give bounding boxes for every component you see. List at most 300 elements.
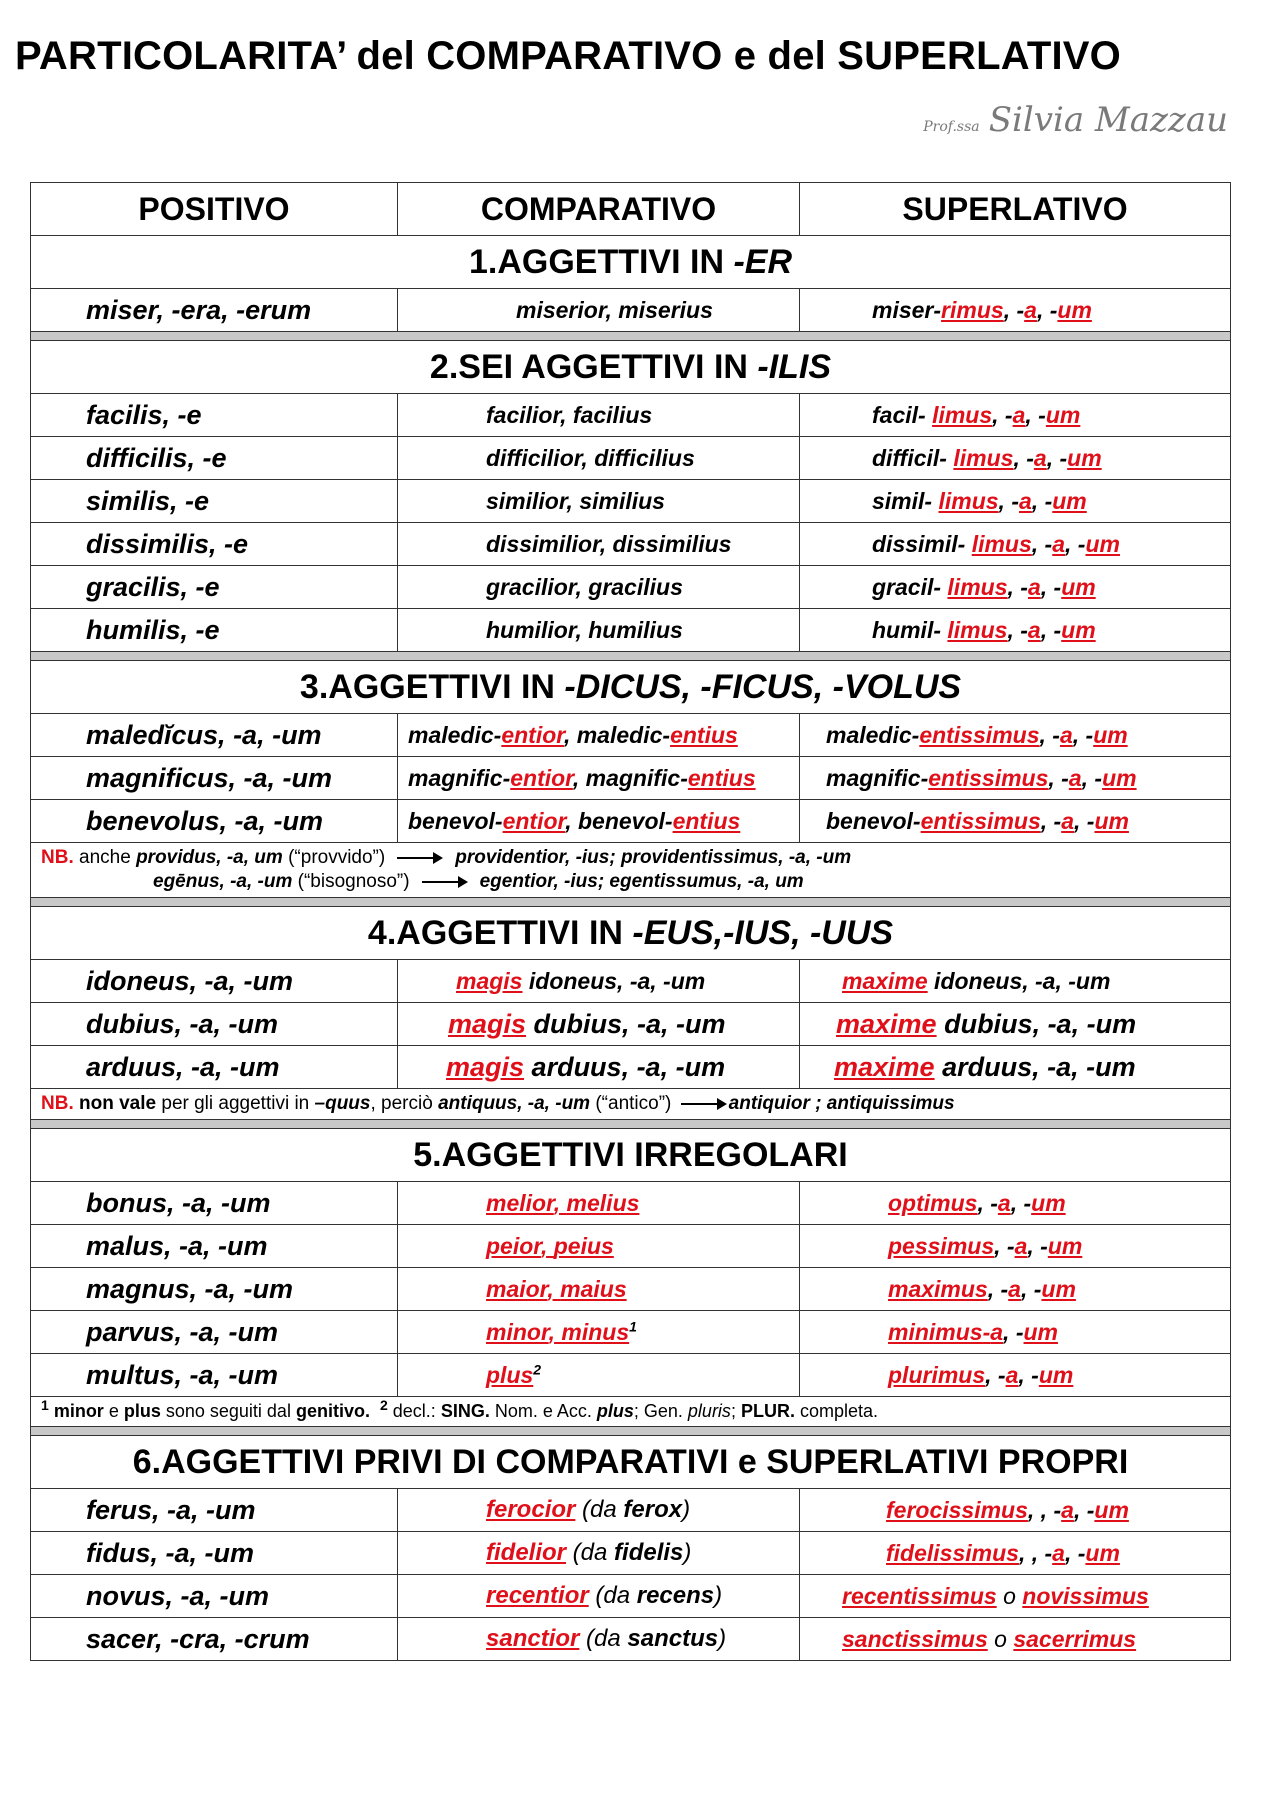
positive-cell: facilis, -e [31,394,398,437]
positive-cell: magnificus, -a, -um [31,757,398,800]
superlative-form: minimus [888,1318,983,1345]
positive-cell: humilis, -e [31,609,398,652]
table-row [31,800,1231,843]
superlative-cell [800,1311,1231,1354]
superlative-form: maximus [888,1275,988,1302]
positive-cell: multus, -a, -um [31,1354,398,1397]
note-gloss: (“provvido”) [282,847,386,868]
sep: , - [1003,296,1025,323]
ending: um [1094,1496,1129,1523]
note-text: ) [718,1625,727,1652]
table-row [31,609,1231,652]
comparative-form: recentior [486,1582,589,1609]
section-title-text: 1.AGGETTIVI IN [468,242,734,281]
sep: , - [1018,1361,1039,1388]
superlative-form: fidelissimus [886,1539,1019,1566]
source-word: ferox [623,1496,683,1523]
comparative-cell [398,1532,800,1575]
table-row [31,566,1231,609]
header-positivo: POSITIVO [31,183,398,236]
stem: maledic- [826,721,920,748]
maxime-word: maxime [842,967,928,994]
note-text: ) [682,1496,691,1523]
table-row [31,714,1231,757]
positive-cell: ferus, -a, -um [31,1489,398,1532]
ending: a [1052,530,1066,557]
sep: , - [1073,1496,1095,1523]
note-text: (da [579,1625,628,1652]
ending: a [1008,1275,1021,1302]
note-text: per gli aggettivi in [156,1093,315,1114]
table-row [31,1354,1231,1397]
table-row [31,757,1231,800]
superlative-cell [800,1575,1231,1618]
section-title-2 [31,341,1231,394]
ending: um [1041,1275,1076,1302]
positive-cell: benevolus, -a, -um [31,800,398,843]
sep: , - [1081,764,1103,791]
table-row [31,1489,1231,1532]
note-result: providentior, -ius; providentissimus, -a, -um [455,847,852,868]
comparative-cell: dissimilior, dissimilius [398,523,800,566]
ending: rimus [941,296,1004,323]
sep: , - [1025,401,1046,428]
comparative-cell: difficilior, difficilius [398,437,800,480]
grammar-table-wrapper [30,182,1230,1661]
superlative-cell [800,1489,1231,1532]
comparative-cell [398,1268,800,1311]
positive-cell: dubius, -a, -um [31,1003,398,1046]
ending: a [990,1318,1004,1345]
ending: a [997,1189,1011,1216]
positive-cell: idoneus, -a, -um [31,960,398,1003]
ending: limus [938,487,999,514]
section-separator [31,1120,1231,1129]
ending: um [1057,296,1092,323]
superlative-cell [800,1225,1231,1268]
table-row [31,1618,1231,1661]
sep: , - [1040,807,1062,834]
ending: a [1014,1232,1028,1259]
note-word: –quus [314,1093,371,1114]
comma: , [540,1232,554,1259]
magis-word: magis [448,1008,527,1039]
note-text: (da [575,1496,624,1523]
sep: , - [1020,1275,1042,1302]
comparative-cell: humilior, humilius [398,609,800,652]
maxime-word: maxime [836,1008,937,1039]
sep: , - [1046,444,1068,471]
note-word: providus, -a, um [136,847,283,868]
sep: , - [1072,721,1094,748]
table-row [31,960,1231,1003]
comparative-cell [398,800,800,843]
header-superlativo: SUPERLATIVO [800,183,1231,236]
note-line [41,847,1220,869]
positive-cell: fidus, -a, -um [31,1532,398,1575]
sep: , - [1013,444,1034,471]
page-title: PARTICOLARITA’ del COMPARATIVO e del SUPERLATIVO [15,34,1121,78]
ending: a [1019,487,1032,514]
note-word: pluris [687,1401,731,1421]
adjective: arduus, -a, -um [934,1051,1136,1082]
author-prefix: Prof.ssa [923,119,980,135]
comparative-cell [398,1225,800,1268]
ending: entissimus [920,807,1041,834]
magis-word: magis [456,967,523,994]
positive-cell: sacer, -cra, -crum [31,1618,398,1661]
stem: gracil- [872,573,948,600]
ending: a [1024,296,1037,323]
ending: um [1045,401,1081,428]
table-row [31,1575,1231,1618]
footnote-marker: 2 [379,1397,388,1413]
header-comparativo: COMPARATIVO [398,183,800,236]
table-row [31,289,1231,332]
source-word: sanctus [627,1625,719,1652]
stem: , benevol- [565,807,673,834]
table-row [31,437,1231,480]
superlative-cell [800,800,1231,843]
sep: , - [1027,1232,1048,1259]
sep: , - [1036,296,1058,323]
superlative-form: sacerrimus [1013,1625,1137,1652]
comparative-cell [398,960,800,1003]
comparative-form: maior [486,1275,548,1302]
adjective: dubius, -a, -um [526,1008,726,1039]
ending: a [1005,1361,1019,1388]
footnote-marker: 1 [629,1317,637,1334]
note-text: non vale [73,1093,157,1114]
comparative-form: minus [555,1318,630,1345]
comparative-cell [398,1618,800,1661]
comparative-cell [398,1575,800,1618]
superlative-form: novissimus [1022,1582,1149,1609]
sep: , - [992,401,1013,428]
superlative-cell [800,714,1231,757]
table-row [31,394,1231,437]
arrow-right-icon [397,857,441,859]
superlative-cell [800,609,1231,652]
ending: um [1102,764,1137,791]
ending: a [1061,1496,1074,1523]
source-word: recens [636,1582,715,1609]
comparative-cell: miserior, miserius [398,289,800,332]
note-text: , perciò [370,1093,439,1114]
nb-label: NB. [41,847,74,868]
stem: , magnific- [572,764,688,791]
superlative-cell [800,1618,1231,1661]
arrow-right-icon [422,881,466,883]
source-word: fidelis [614,1539,684,1566]
section-title-text: 2.SEI AGGETTIVI IN [429,347,758,386]
section-title-italic: -ER [733,242,793,281]
comparative-cell [398,1354,800,1397]
ending: entissimus [928,764,1049,791]
note-word: egēnus, -a, -um [153,871,293,892]
section-separator [31,652,1231,661]
note-word: plus [123,1401,161,1421]
sep: , - [1039,721,1060,748]
superlative-cell [800,566,1231,609]
superlative-cell [800,1532,1231,1575]
comma: , [548,1318,556,1345]
note-word: minor [53,1401,104,1421]
comparative-form: peior [486,1232,541,1259]
nb-label: NB. [41,1093,74,1114]
section-title-text: 3.AGGETTIVI IN [299,667,565,706]
ending: entior [501,721,564,748]
comparative-cell [398,1003,800,1046]
superlative-form: recentissimus [842,1582,997,1609]
note-text: e [103,1401,124,1421]
positive-cell: difficilis, -e [31,437,398,480]
section-title-6: 6.AGGETTIVI PRIVI DI COMPARATIVI e SUPERLATIVI PROPRI [31,1436,1231,1489]
note-line [41,871,1220,893]
superlative-form: plurimus [888,1361,986,1388]
superlative-cell [800,1354,1231,1397]
note-row [31,843,1231,898]
stem: benevol- [826,807,921,834]
note-text: ) [683,1539,692,1566]
superlative-form: sanctissimus [842,1625,988,1652]
comparative-form: melior [486,1189,554,1216]
sep: , - [998,487,1019,514]
comparative-cell [398,1046,800,1089]
sep: , - [1003,1318,1024,1345]
stem: facil- [872,401,933,428]
sep: , - [1040,573,1062,600]
sep: , - [1040,616,1062,643]
footnote-marker: 2 [533,1360,542,1377]
comparative-form: sanctior [486,1625,580,1652]
ending: limus [971,530,1032,557]
table-row [31,480,1231,523]
section-title-4 [31,907,1231,960]
ending: entius [670,721,738,748]
ending: a [1027,573,1041,600]
note-text: (da [566,1539,615,1566]
ending: entius [687,764,756,791]
ending: um [1031,1189,1066,1216]
positive-cell: novus, -a, -um [31,1575,398,1618]
superlative-cell [800,1182,1231,1225]
note-result: antiquior ; antiquissimus [728,1093,955,1114]
ending: entissimus [919,721,1040,748]
ending: a [1027,616,1041,643]
stem: humil- [872,616,948,643]
stem: magnific- [826,764,929,791]
table-row [31,1311,1231,1354]
ending: a [1068,764,1082,791]
sep: , , - [1027,1496,1062,1523]
note-text: ; Gen. [633,1401,688,1421]
ending: entius [672,807,741,834]
sep: , - [1031,487,1053,514]
section-title-3 [31,661,1231,714]
stem: difficil- [872,444,954,471]
arrow-right-icon [681,1103,725,1105]
table-row [31,523,1231,566]
note-gloss: (“antico”) [590,1093,677,1114]
comma: , [553,1189,567,1216]
conjunction: o [996,1582,1023,1609]
positive-cell: arduus, -a, -um [31,1046,398,1089]
comparative-form: plus [486,1361,534,1388]
ending: um [1094,807,1129,834]
note-text: decl.: [387,1401,441,1421]
note-text: Nom. e Acc. [489,1401,597,1421]
ending: limus [953,444,1014,471]
positive-cell: miser, -era, -erum [31,289,398,332]
section-separator [31,332,1231,341]
stem: dissimil- [872,530,972,557]
comparative-cell [398,714,800,757]
ending: entior [502,807,566,834]
sep: , - [1048,764,1069,791]
ending: um [1061,573,1096,600]
note-result: egentior, -ius; egentissumus, -a, um [479,871,804,892]
superlative-cell [800,480,1231,523]
superlative-cell [800,1268,1231,1311]
superlative-cell [800,437,1231,480]
superlative-cell [800,1046,1231,1089]
magis-word: magis [446,1051,525,1082]
comparative-cell [398,757,800,800]
ending: um [1052,487,1087,514]
ending: limus [947,573,1008,600]
sep: , - [987,1275,1009,1302]
superlative-cell [800,757,1231,800]
adjective: arduus, -a, -um [524,1051,726,1082]
superlative-cell [800,289,1231,332]
table-row [31,1268,1231,1311]
maxime-word: maxime [834,1051,935,1082]
ending: limus [947,616,1008,643]
comparative-cell: similior, similius [398,480,800,523]
comparative-form: melius [566,1189,640,1216]
comparative-cell [398,1182,800,1225]
header-row [31,183,1231,236]
table-row [31,1532,1231,1575]
section-separator [31,1427,1231,1436]
adjective: idoneus, -a, -um [927,967,1111,994]
ending: um [1038,1361,1074,1388]
table-row [31,1182,1231,1225]
sep: , - [1007,616,1028,643]
table-row [31,1003,1231,1046]
superlative-cell [800,1003,1231,1046]
positive-cell: malus, -a, -um [31,1225,398,1268]
footnote-marker: 1 [41,1397,49,1413]
note-text: (da [588,1582,637,1609]
note-gloss: (“bisognoso”) [292,871,410,892]
stem: miser- [872,296,942,323]
stem: , maledic- [563,721,671,748]
note-text: ) [714,1582,723,1609]
note-text: anche [73,847,137,868]
author-signature [923,100,1228,140]
sep: , - [1073,807,1095,834]
superlative-form: ferocissimus [886,1496,1028,1523]
ending: um [1067,444,1102,471]
superlative-cell [800,523,1231,566]
ending: um [1093,721,1128,748]
comparative-form: fidelior [486,1539,567,1566]
section-title-text: 4.AGGETTIVI IN [367,913,633,952]
comparative-cell [398,1489,800,1532]
stem: maledic- [408,721,502,748]
superlative-cell [800,394,1231,437]
ending: limus [932,401,993,428]
note-word: PLUR. [740,1401,795,1421]
conjunction: o [987,1625,1014,1652]
sep: , - [1010,1189,1032,1216]
section-title-italic: -DICUS, -FICUS, -VOLUS [564,667,962,706]
note-text: completa. [794,1401,878,1421]
ending: a [1052,1539,1065,1566]
note-word: genitivo. [295,1401,370,1421]
sep: , - [985,1361,1006,1388]
positive-cell: parvus, -a, -um [31,1311,398,1354]
positive-cell: gracilis, -e [31,566,398,609]
comparative-form: ferocior [486,1496,576,1523]
section-title-5: 5.AGGETTIVI IRREGOLARI [31,1129,1231,1182]
adjective: dubius, -a, -um [936,1008,1137,1039]
table-row [31,1046,1231,1089]
comma: , [547,1275,561,1302]
section-separator [31,898,1231,907]
ending: um [1085,1539,1120,1566]
comparative-cell: gracilior, gracilius [398,566,800,609]
ending: entior [510,764,573,791]
section-title-1 [31,236,1231,289]
positive-cell: bonus, -a, -um [31,1182,398,1225]
ending: a [1012,401,1026,428]
ending: a [1059,721,1073,748]
note-row [31,1089,1231,1120]
comparative-cell: facilior, facilius [398,394,800,437]
footnote-row [31,1397,1231,1427]
note-text: ; [730,1401,741,1421]
comparative-cell [398,1311,800,1354]
author-name: Silvia Mazzau [988,100,1228,140]
grammar-table [30,182,1231,1661]
ending: um [1061,616,1096,643]
sep: , - [977,1189,998,1216]
adjective: idoneus, -a, -um [522,967,706,994]
ending: um [1023,1318,1058,1345]
sep: , - [1031,530,1053,557]
superlative-cell [800,960,1231,1003]
positive-cell: magnus, -a, -um [31,1268,398,1311]
superlative-form: optimus [888,1189,978,1216]
superlative-form: pessimus [888,1232,995,1259]
stem: magnific- [408,764,511,791]
sep: , - [1007,573,1028,600]
sep: , - [1064,1539,1086,1566]
sep: , - [994,1232,1015,1259]
note-word: antiquus, -a, -um [438,1093,591,1114]
note-word: SING. [440,1401,490,1421]
stem: benevol- [408,807,503,834]
table-row [31,1225,1231,1268]
section-title-italic: -ILIS [757,347,832,386]
comparative-form: minor [486,1318,549,1345]
note-text: sono seguiti dal [160,1401,296,1421]
note-word: plus [596,1401,634,1421]
sep: - [982,1318,991,1345]
